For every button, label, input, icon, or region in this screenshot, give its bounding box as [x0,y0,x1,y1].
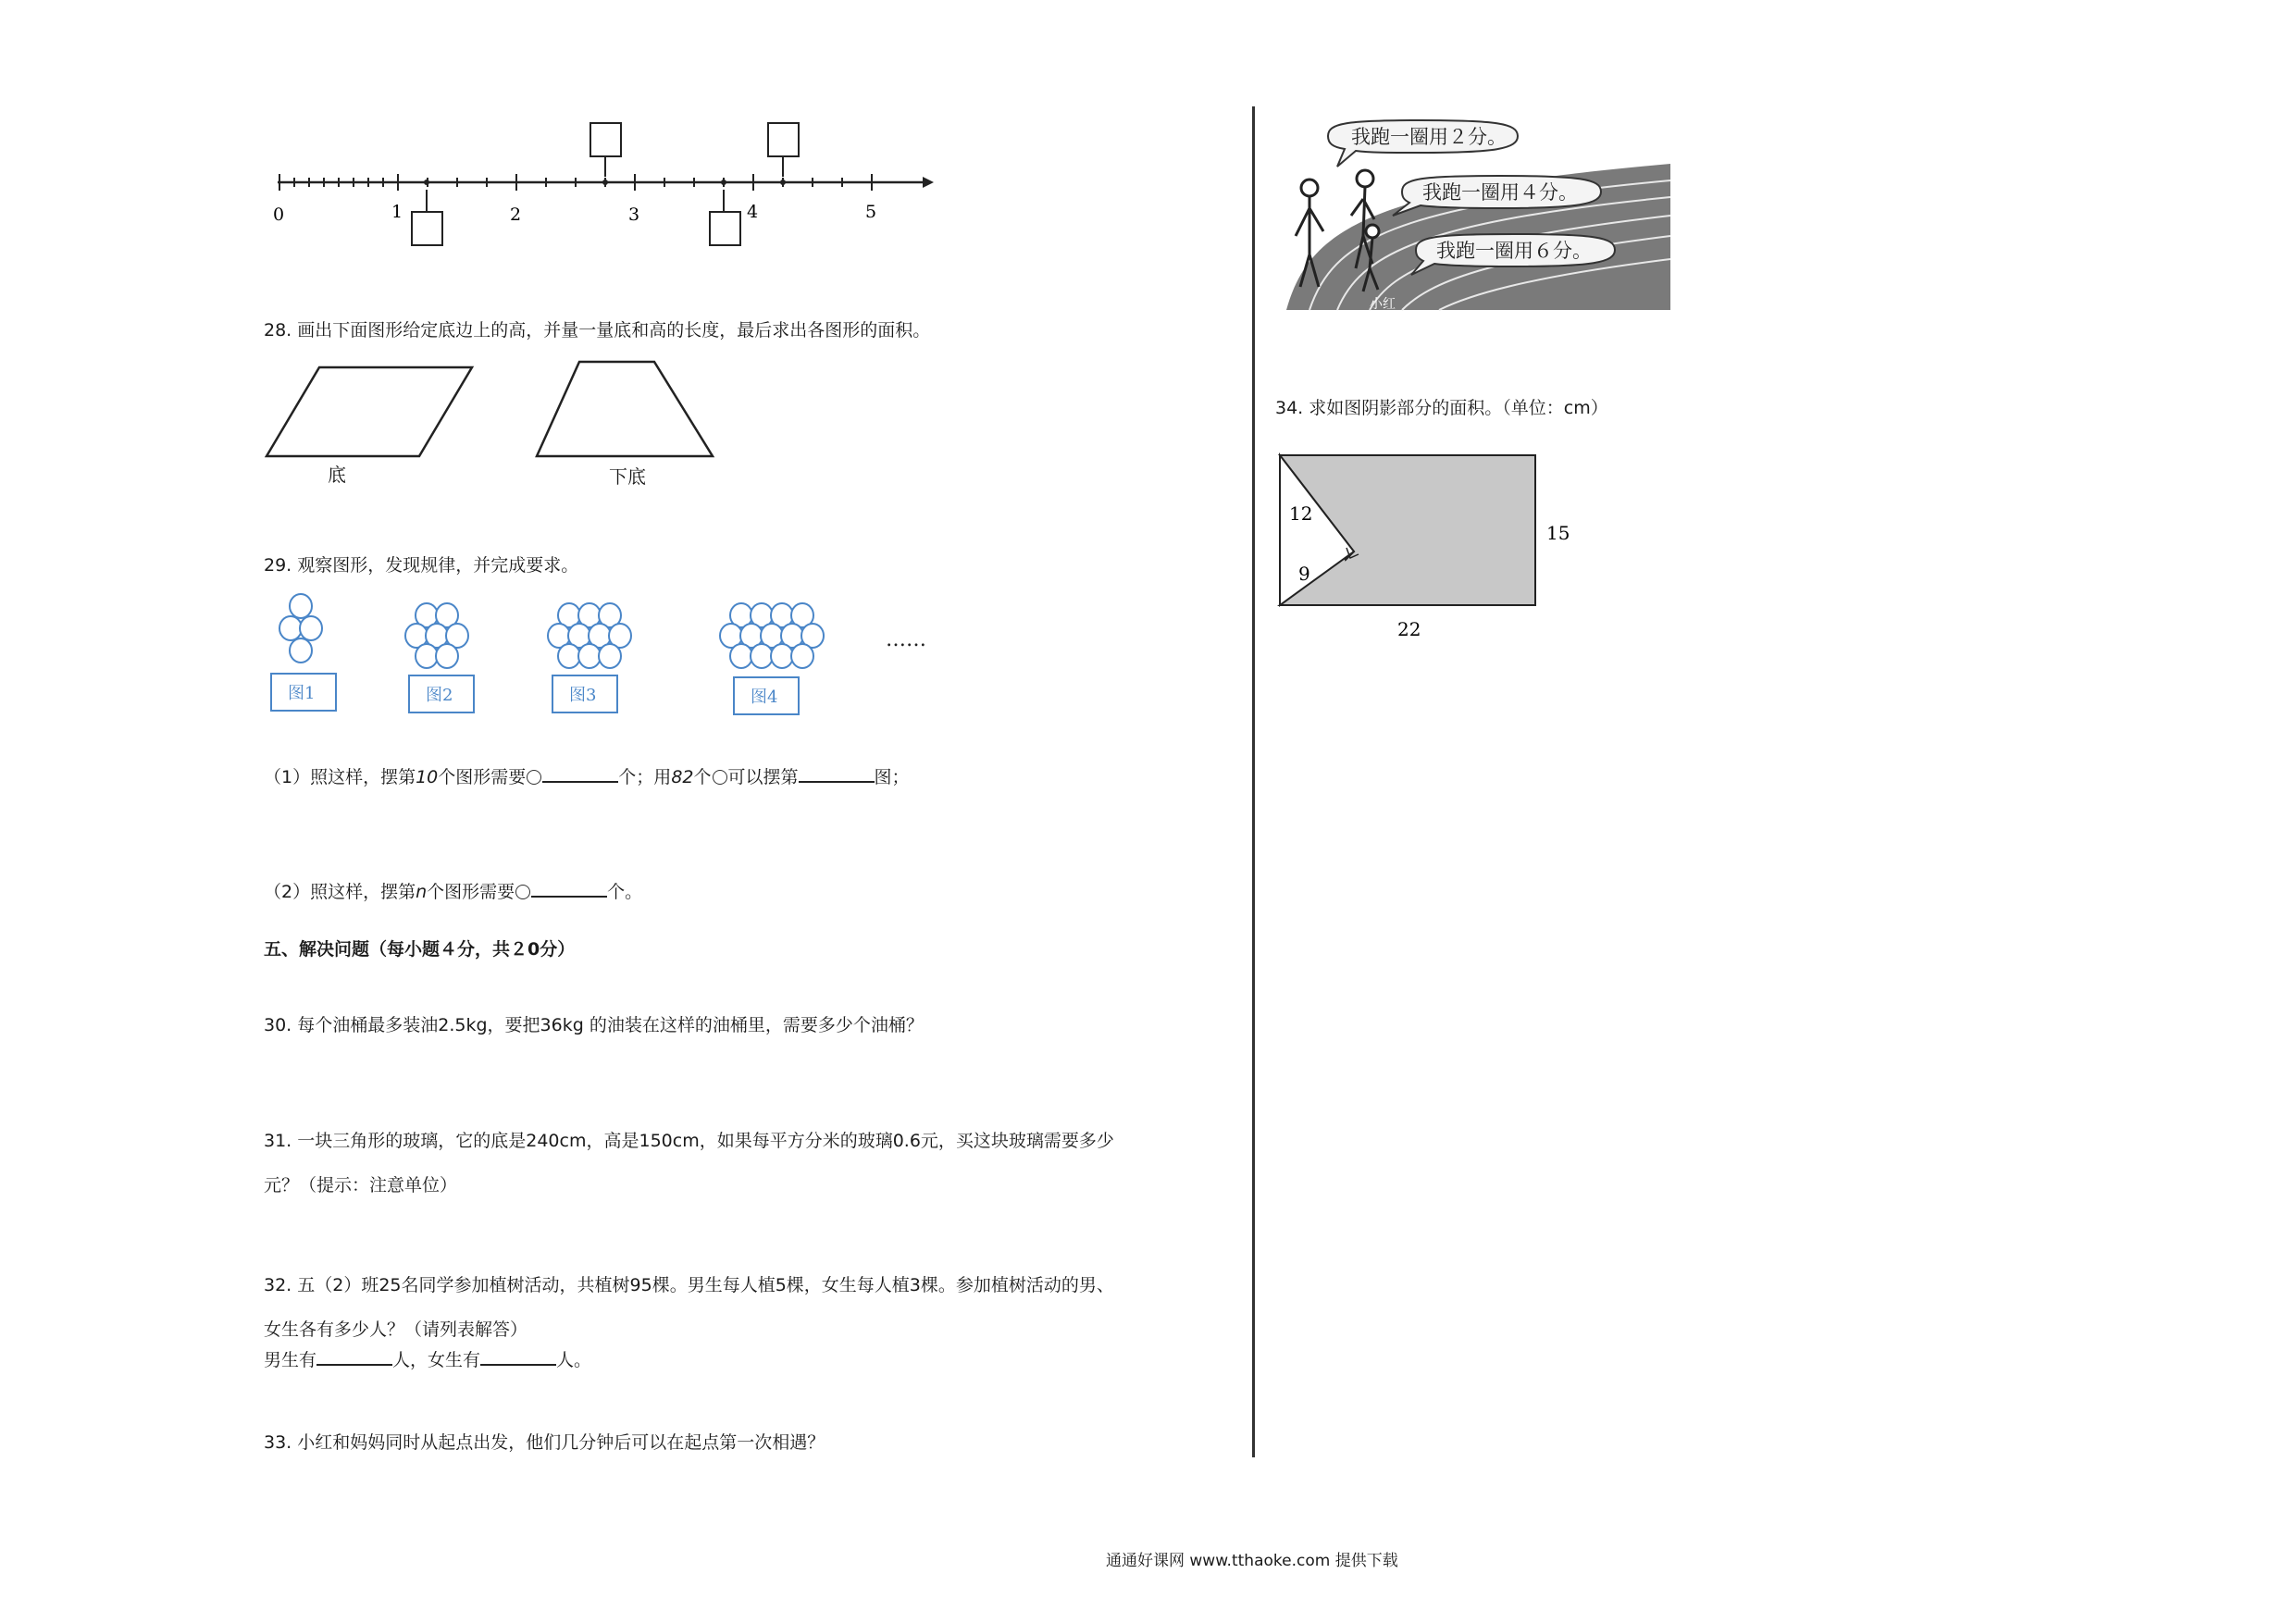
question-28-text: 28. 画出下面图形给定底边上的高，并量一量底和高的长度，最后求出各图形的面积。 [264,320,931,341]
q29-p1-text-b: 个图形需要 [438,767,527,787]
answer-blank-2[interactable] [799,764,875,783]
boys-answer-blank[interactable] [316,1347,392,1366]
question-34-text: 34. 求如图阴影部分的面积。（单位：cm） [1275,398,1608,418]
height-label-15: 15 [1546,522,1570,544]
parallelogram-base-label: 底 [328,464,346,486]
q29-p1-text-d: 个 [693,767,712,787]
tick-label-0: 0 [273,204,285,225]
ellipsis: …… [886,628,926,651]
side-label-9: 9 [1298,563,1310,585]
q29-p1-text-c: 个；用 [618,767,672,787]
figure-4-label: 图4 [751,688,778,707]
question-31-line-1: 31. 一块三角形的玻璃，它的底是240cm，高是150cm，如果每平方分米的玻璃0.6元，买这块玻璃需要多少 [264,1131,1114,1151]
bubble-text-1: 我跑一圈用２分。 [1351,126,1507,148]
question-32-line-2: 女生各有多少人？（请列表解答） [264,1319,528,1340]
question-30-text: 30. 每个油桶最多装油2.5kg，要把36kg 的油装在这样的油桶里，需要多少个油桶？ [264,1015,924,1035]
pattern-figures [264,592,930,722]
circle-symbol [527,770,541,785]
question-33-text: 33. 小红和妈妈同时从起点出发，他们几分钟后可以在起点第一次相遇？ [264,1432,825,1453]
question-29-part-2 [264,879,642,904]
question-29-text: 29. 观察图形，发现规律，并完成要求。 [264,555,579,576]
q29-p1-text-a: （1）照这样，摆第 [264,767,416,787]
shaded-area-figure [1272,446,1606,645]
q29-p2-variable: n [416,882,428,902]
circle-symbol [515,885,530,899]
girls-answer-blank[interactable] [480,1347,556,1366]
q32-boys-label: 男生有 [264,1350,317,1370]
tick-label-3: 3 [628,204,640,225]
trapezoid-shape [537,362,713,456]
name-tag: 小红 [1370,297,1396,312]
q29-p2-text-c: 个。 [607,882,643,902]
tick-label-1: 1 [391,202,403,222]
running-track-illustration [1282,116,1670,315]
q29-p1-number: 10 [416,767,439,787]
answer-blank-1[interactable] [542,764,618,783]
width-label-22: 22 [1397,618,1421,640]
q32-girls-label: 人，女生有 [392,1350,481,1370]
tick-label-4: 4 [747,202,759,222]
figure-1-label: 图1 [288,684,316,703]
trapezoid-base-label: 下底 [609,465,646,488]
answer-blank-3[interactable] [531,879,607,898]
question-32-line-3 [264,1347,591,1372]
bubble-text-3: 我跑一圈用６分。 [1436,240,1592,262]
question-31-line-2: 元？（提示：注意单位） [264,1175,458,1196]
q29-p2-text-a: （2）照这样，摆第 [264,882,416,902]
tick-label-2: 2 [510,204,522,225]
q29-p1-text-e: 可以摆第 [727,767,799,787]
page-footer: 通通好课网 www.tthaoke.com 提供下载 [1106,1552,1398,1570]
q29-p2-text-b: 个图形需要 [427,882,515,902]
question-32-line-1: 32. 五（2）班25名同学参加植树活动，共植树95棵。男生每人植5棵，女生每人植3棵。参加植树活动的男、 [264,1275,1114,1295]
q29-p1-text-f: 图； [874,767,910,787]
bubble-text-2: 我跑一圈用４分。 [1422,181,1578,204]
parallelogram-shape [267,367,472,456]
figure-2-label: 图2 [426,686,453,705]
number-line-figure [264,116,939,254]
figure-3-label: 图3 [569,686,597,705]
q32-end: 人。 [556,1350,592,1370]
question-29-part-1 [264,764,910,789]
circle-symbol [713,770,727,785]
section-5-heading: 五、解决问题（每小题４分，共２0分） [264,939,576,960]
q29-p1-count: 82 [671,767,694,787]
column-divider [1252,106,1255,1457]
tick-label-5: 5 [865,202,877,222]
side-label-12: 12 [1289,502,1313,525]
